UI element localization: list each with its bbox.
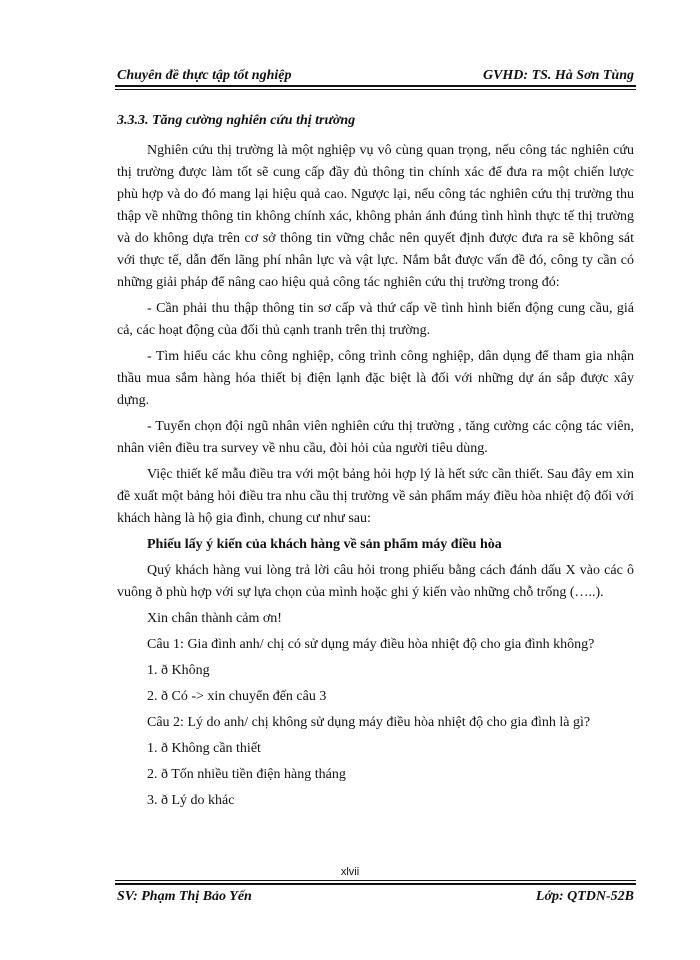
survey-title: Phiếu lấy ý kiến của khách hàng về sản phẩm máy điều hòa xyxy=(147,537,502,552)
question-1: Câu 1: Gia đình anh/ chị có sử dụng máy điều hòa nhiệt độ cho gia đình không? xyxy=(147,637,595,652)
header-divider-thin xyxy=(115,89,636,90)
footer-class: Lớp: QTDN-52B xyxy=(535,889,634,904)
survey-thanks: Xin chân thành cảm ơn! xyxy=(147,611,282,626)
section-heading: 3.3.3. Tăng cường nghiên cứu thị trường xyxy=(117,113,356,128)
header-supervisor: GVHD: TS. Hà Sơn Tùng xyxy=(482,68,634,83)
footer-divider-thin xyxy=(115,880,636,881)
question-1-option-2: 2. ð Có -> xin chuyển đến câu 3 xyxy=(147,689,327,704)
question-2-option-2: 2. ð Tốn nhiều tiền điện hàng tháng xyxy=(147,767,346,782)
question-1-option-1: 1. ð Không xyxy=(147,663,210,678)
intro-paragraph: Nghiên cứu thị trường là một nghiệp vụ vô cùng quan trọng, nếu công tác nghiên cứu thị trường được làm tốt sẽ cung cấp đầy đủ thông tin chính xác để đưa ra một chiến lược phù hợp và do đó mang lại hiệu quả cao. Ngược lại, nếu công tác nghiên cứu thị trường thu thập về những thông tin không chính xác, không phản ánh đúng tình hình thực tế thị trường và do không dựa trên cơ sở thông tin vững chắc nên quyết định được đưa ra sẽ không sát với thực tế, dẫn đến lãng phí nhân lực và vật lực. Nắm bắt được vấn đề đó, công ty cần có những giải pháp để nâng cao hiệu quả công tác nghiên cứu thị trường trong đó: xyxy=(117,143,634,290)
page-footer xyxy=(117,886,634,908)
header-document-title: Chuyên đề thực tập tốt nghiệp xyxy=(117,68,292,83)
footer-divider xyxy=(115,883,636,885)
header-divider xyxy=(115,85,636,87)
bullet-paragraph-1: - Cần phải thu thập thông tin sơ cấp và thứ cấp về tình hình biến động cung cầu, giá cả, các hoạt động của đối thủ cạnh tranh trên thị trường. xyxy=(117,301,634,338)
page-number: xlvii xyxy=(340,866,360,878)
bullet-paragraph-3: - Tuyển chọn đội ngũ nhân viên nghiên cứu thị trường , tăng cường các cộng tác viên, nhân viên điều tra survey về nhu cầu, đòi hỏi của người tiêu dùng. xyxy=(117,419,634,456)
page-header xyxy=(117,62,634,84)
question-2-option-1: 1. ð Không cần thiết xyxy=(147,741,261,756)
footer-student: SV: Phạm Thị Bảo Yến xyxy=(117,889,252,904)
question-2-option-3: 3. ð Lý do khác xyxy=(147,793,235,808)
bullet-paragraph-2: - Tìm hiểu các khu công nghiệp, công trình công nghiệp, dân dụng để tham gia nhận thầu mua sắm hàng hóa thiết bị điện lạnh đặc biệt là đối với những dự án sắp được xây dựng. xyxy=(117,349,634,408)
survey-instruction: Quý khách hàng vui lòng trả lời câu hỏi trong phiếu bằng cách đánh dấu X vào các ô vuông ð phù hợp với sự lựa chọn của mình hoặc ghi ý kiến vào những chỗ trống (…..). xyxy=(117,563,634,600)
question-2: Câu 2: Lý do anh/ chị không sử dụng máy điều hòa nhiệt độ cho gia đình là gì? xyxy=(147,715,591,730)
survey-intro-paragraph: Việc thiết kế mẫu điều tra với một bảng hỏi hợp lý là hết sức cần thiết. Sau đây em xin đề xuất một bảng hỏi điều tra nhu cầu thị trường về sản phẩm máy điều hòa nhiệt độ đối với khách hàng là hộ gia đình, chung cư như sau: xyxy=(117,467,634,526)
page-body xyxy=(117,110,634,816)
